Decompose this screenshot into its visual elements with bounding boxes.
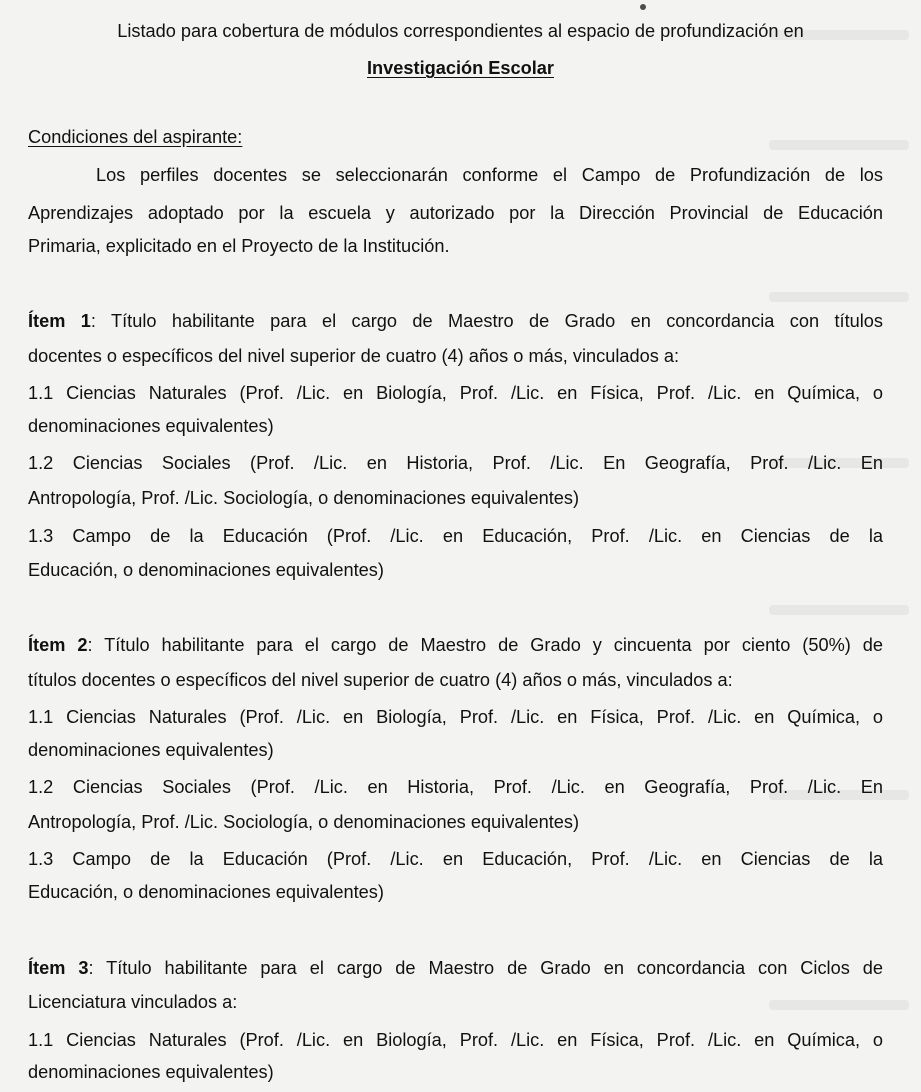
item-3-sub-1: 1.1 Ciencias Naturales (Prof. /Lic. en Biología, Prof. /Lic. en Física, Prof. /Lic. en Química, o: [28, 1030, 883, 1050]
conditions-heading: Condiciones del aspirante:: [28, 127, 243, 147]
bleed-through-mark: [769, 605, 909, 615]
bleed-through-mark: [769, 292, 909, 302]
document-subtitle: Investigación Escolar: [367, 58, 554, 78]
item-2-sub-1: 1.1 Ciencias Naturales (Prof. /Lic. en Biología, Prof. /Lic. en Física, Prof. /Lic. en Química, o: [28, 707, 883, 727]
item-2-sub-2: Antropología, Prof. /Lic. Sociología, o denominaciones equivalentes): [28, 812, 580, 832]
item-1-sub-2: Antropología, Prof. /Lic. Sociología, o denominaciones equivalentes): [28, 488, 580, 508]
document-title: Listado para cobertura de módulos correspondientes al espacio de profundización en: [117, 21, 804, 41]
item-1-line: docentes o específicos del nivel superior de cuatro (4) años o más, vinculados a:: [28, 346, 680, 366]
item-1-sub-1: denominaciones equivalentes): [28, 416, 274, 436]
item-1-sub-3: Educación, o denominaciones equivalentes): [28, 560, 384, 580]
conditions-paragraph-line: Los perfiles docentes se seleccionarán conforme el Campo de Profundización de los: [96, 165, 883, 185]
item-3-label: Ítem 3: [28, 958, 89, 978]
item-1-sub-1: 1.1 Ciencias Naturales (Prof. /Lic. en Biología, Prof. /Lic. en Física, Prof. /Lic. en Química, o: [28, 383, 883, 403]
item-2-sub-3: 1.3 Campo de la Educación (Prof. /Lic. en Educación, Prof. /Lic. en Ciencias de la: [28, 849, 883, 869]
item-3-sub-1: denominaciones equivalentes): [28, 1062, 274, 1082]
item-1-sub-3: 1.3 Campo de la Educación (Prof. /Lic. en Educación, Prof. /Lic. en Ciencias de la: [28, 526, 883, 546]
item-1-label: Ítem 1: [28, 311, 91, 331]
item-2-sub-3: Educación, o denominaciones equivalentes): [28, 882, 384, 902]
item-1-line: Ítem 1: Título habilitante para el cargo de Maestro de Grado en concordancia con títulos: [28, 311, 883, 331]
item-2-label: Ítem 2: [28, 635, 88, 655]
item-2-line: títulos docentes o específicos del nivel superior de cuatro (4) años o más, vinculados a:: [28, 670, 733, 690]
item-3-line: Ítem 3: Título habilitante para el cargo de Maestro de Grado en concordancia con Ciclos de: [28, 958, 883, 978]
item-2-sub-1: denominaciones equivalentes): [28, 740, 274, 760]
paper-smudge: [640, 4, 646, 10]
item-3-line: Licenciatura vinculados a:: [28, 992, 238, 1012]
item-2-line: Ítem 2: Título habilitante para el cargo de Maestro de Grado y cincuenta por ciento (50%) de: [28, 635, 883, 655]
item-2-sub-2: 1.2 Ciencias Sociales (Prof. /Lic. en Historia, Prof. /Lic. en Geografía, Prof. /Lic. En: [28, 777, 883, 797]
conditions-paragraph-line: Aprendizajes adoptado por la escuela y autorizado por la Dirección Provincial de Educación: [28, 203, 883, 223]
item-1-sub-2: 1.2 Ciencias Sociales (Prof. /Lic. en Historia, Prof. /Lic. En Geografía, Prof. /Lic. En: [28, 453, 883, 473]
conditions-paragraph-line: Primaria, explicitado en el Proyecto de la Institución.: [28, 236, 450, 256]
